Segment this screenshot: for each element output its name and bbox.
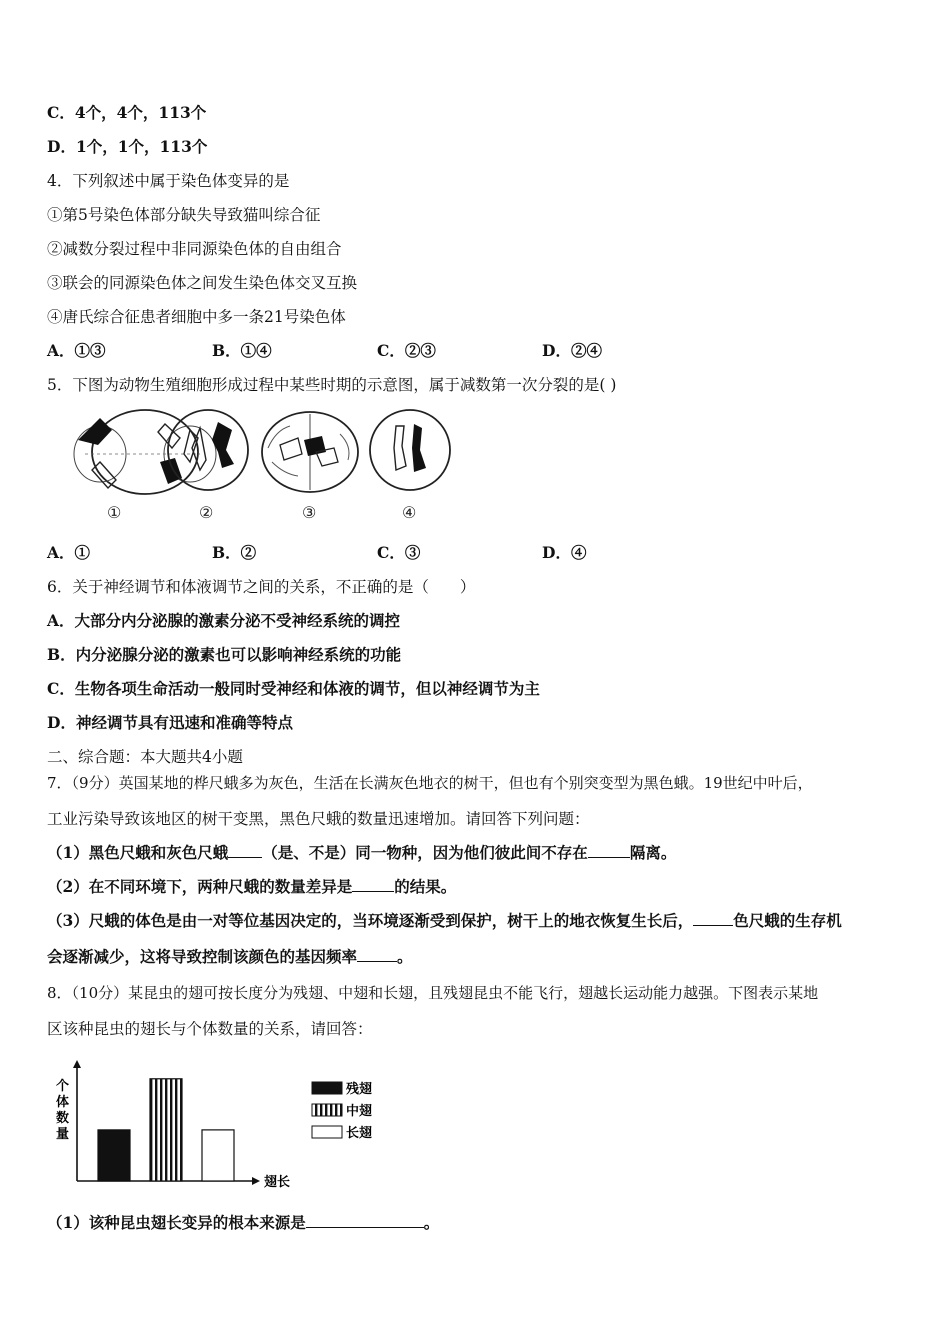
cell-1-figure [74, 410, 216, 522]
q7-part-3: （3）尺蛾的体色是由一对等位基因决定的，当环境逐渐受到保护，树干上的地衣恢复生长后， 色尺蛾的生存机 [47, 911, 842, 930]
figure-label-4: ④ [402, 503, 417, 522]
q4-option-c: C．②③ [377, 341, 436, 360]
wing-length-chart [50, 1056, 400, 1196]
q6-option-c: C．生物各项生命活动一般同时受神经和体液的调节，但以神经调节为主 [47, 679, 540, 698]
q6-option-b: B．内分泌腺分泌的激素也可以影响神经系统的功能 [47, 645, 402, 664]
bar-1 [98, 1130, 130, 1181]
y-axis-label-char: 体 [56, 1095, 70, 1110]
answer-blank[interactable] [306, 1213, 424, 1228]
q4-item-4: ④唐氏综合征患者细胞中多一条21号染色体 [47, 308, 346, 326]
y-axis-label-char: 个 [56, 1079, 70, 1094]
answer-blank[interactable] [352, 877, 394, 892]
q4-option-d: D．②④ [542, 341, 602, 360]
q5-stem: 5．下图为动物生殖细胞形成过程中某些时期的示意图，属于减数第一次分裂的是( ) [47, 376, 617, 394]
y-axis-arrow [73, 1060, 81, 1068]
q8-part-1: （1）该种昆虫翅长变异的根本来源是 。 [47, 1213, 440, 1232]
q5-option-b: B．② [212, 543, 257, 562]
legend-label: 残翅 [346, 1082, 373, 1097]
x-axis-label: 翅长 [264, 1175, 291, 1190]
q6-option-d: D．神经调节具有迅速和准确等特点 [47, 713, 293, 732]
figure-label-2: ② [199, 503, 214, 522]
answer-blank[interactable] [357, 947, 397, 962]
q4-item-1: ①第5号染色体部分缺失导致猫叫综合征 [47, 206, 321, 224]
answer-blank[interactable] [693, 911, 733, 926]
section-2-heading: 二、综合题：本大题共4小题 [47, 748, 243, 766]
q4-option-b: B．①④ [212, 341, 272, 360]
q5-option-a: A．① [47, 543, 91, 562]
q3-option-d: D．1个，1个，113个 [47, 137, 208, 156]
y-axis-label-char: 量 [56, 1127, 70, 1142]
bar-2 [150, 1079, 182, 1181]
figure-label-3: ③ [302, 503, 317, 522]
cell-3-figure [262, 412, 358, 522]
legend-swatch [312, 1126, 342, 1138]
q4-option-a: A．①③ [47, 341, 106, 360]
answer-blank[interactable] [228, 843, 262, 858]
y-axis-label-char: 数 [56, 1111, 70, 1126]
answer-blank[interactable] [588, 843, 630, 858]
q4-item-2: ②减数分裂过程中非同源染色体的自由组合 [47, 240, 342, 258]
q7-line-2: 工业污染导致该地区的树干变黑，黑色尺蛾的数量迅速增加。请回答下列问题： [47, 810, 590, 828]
q7-line-1: 7．（9分）英国某地的桦尺蛾多为灰色，生活在长满灰色地衣的树干，但也有个别突变型为黑色蛾。19世纪中叶后， [47, 774, 813, 792]
legend-swatch [312, 1082, 342, 1094]
figure-label-1: ① [107, 503, 122, 522]
x-axis-arrow [252, 1177, 260, 1185]
cell-4-figure [370, 410, 450, 522]
q4-item-3: ③联会的同源染色体之间发生染色体交叉互换 [47, 274, 358, 292]
q6-stem: 6．关于神经调节和体液调节之间的关系，不正确的是（ ） [47, 578, 476, 596]
q6-option-a: A．大部分内分泌腺的激素分泌不受神经系统的调控 [47, 611, 401, 630]
cell-2-figure [168, 410, 248, 522]
q8-line-2: 区该种昆虫的翅长与个体数量的关系，请回答： [47, 1020, 373, 1038]
q5-option-d: D．④ [542, 543, 587, 562]
q7-part-3-cont: 会逐渐减少，这将导致控制该颜色的基因频率 。 [47, 947, 413, 966]
q7-part-2: （2）在不同环境下，两种尺蛾的数量差异是 的结果。 [47, 877, 457, 896]
q4-stem: 4．下列叙述中属于染色体变异的是 [47, 172, 290, 190]
bar-3 [202, 1130, 234, 1181]
q7-part-1: （1）黑色尺蛾和灰色尺蛾 （是、不是）同一物种，因为他们彼此间不存在 隔离。 [47, 843, 677, 862]
legend-swatch [312, 1104, 342, 1116]
legend-label: 中翅 [346, 1104, 373, 1119]
q5-option-c: C．③ [377, 543, 421, 562]
q3-option-c: C．4个，4个，113个 [47, 103, 207, 122]
q8-line-1: 8．（10分）某昆虫的翅可按长度分为残翅、中翅和长翅，且残翅昆虫不能飞行，翅越长运动能力越强。下图表示某地 [47, 984, 819, 1002]
cell-division-figure [40, 400, 480, 530]
legend-label: 长翅 [346, 1126, 373, 1141]
